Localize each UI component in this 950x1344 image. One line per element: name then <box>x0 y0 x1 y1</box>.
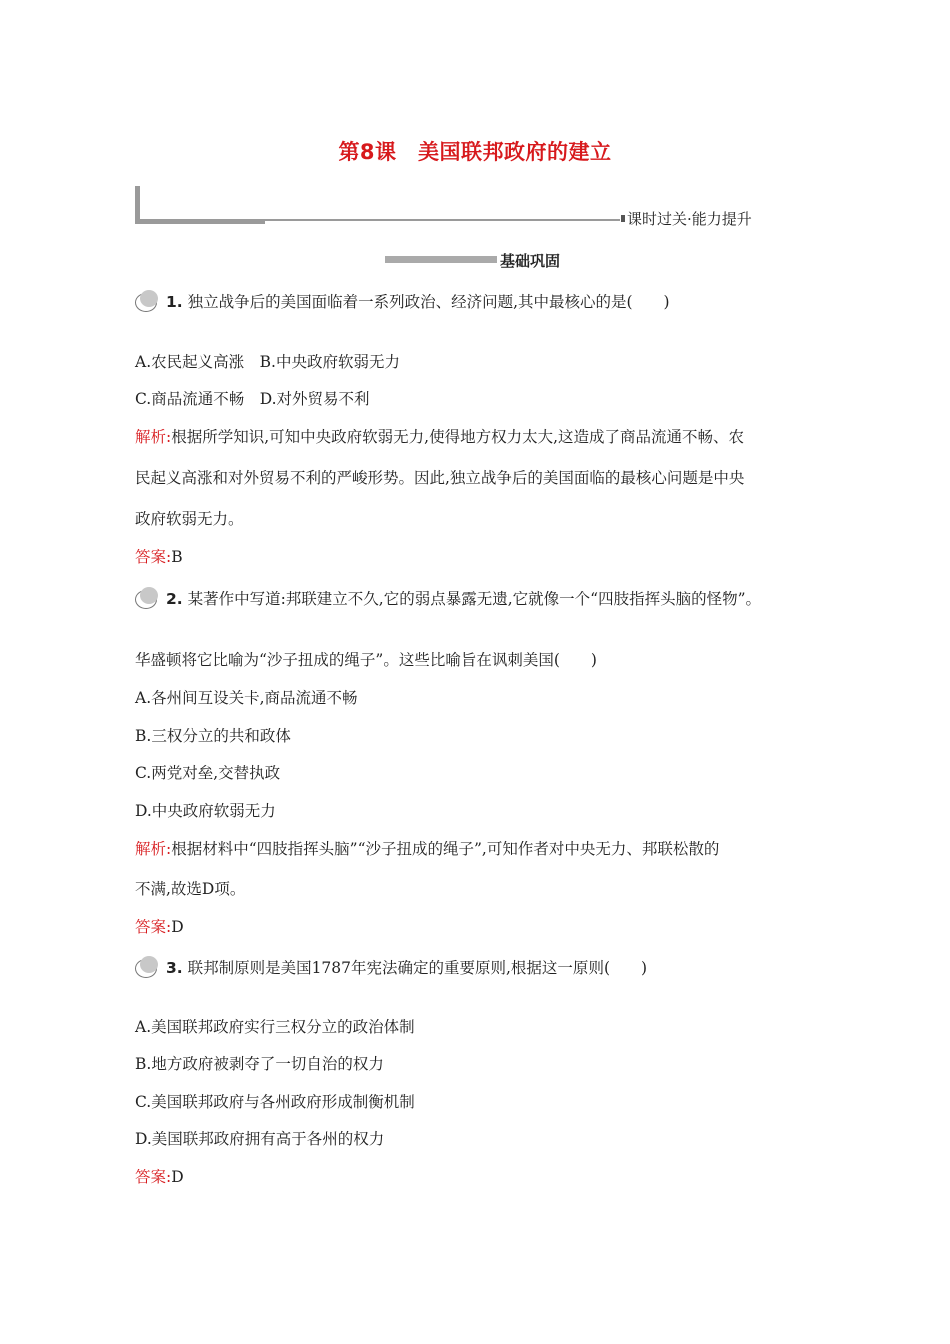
question-number: 3. <box>165 959 183 977</box>
question-2-stem <box>135 587 761 609</box>
option-d: D.美国联邦政府拥有高于各州的权力 <box>135 1130 385 1148</box>
question-text-continued: 华盛顿将它比喻为“沙子扭成的绳子”。这些比喻旨在讽刺美国( ) <box>135 651 597 669</box>
question-badge-icon <box>135 290 161 310</box>
section-label: 基础巩固 <box>500 252 561 270</box>
question-1-stem <box>135 290 670 312</box>
section-banner <box>135 186 752 228</box>
section-bar <box>385 256 497 263</box>
question-text: 联邦制原则是美国1787年宪法确定的重要原则,根据这一原则( ) <box>187 959 648 977</box>
page-title: 第8课 美国联邦政府的建立 <box>338 140 612 164</box>
answer-value: D <box>171 918 184 936</box>
question-text: 某著作中写道:邦联建立不久,它的弱点暴露无遗,它就像一个“四肢指挥头脑的怪物”。 <box>187 590 761 608</box>
banner-label: 课时过关·能力提升 <box>627 210 752 228</box>
answer-line <box>135 915 184 937</box>
analysis-line <box>135 837 719 859</box>
option-c: C.两党对垒,交替执政 <box>135 764 281 782</box>
analysis-line <box>135 425 744 447</box>
option-a: A.各州间互设关卡,商品流通不畅 <box>135 689 358 707</box>
banner-thin-rule <box>265 219 620 221</box>
question-badge-icon <box>135 587 161 607</box>
question-number: 2. <box>165 590 183 608</box>
banner-thick-rule <box>135 219 265 224</box>
answer-label: 答案: <box>135 918 172 936</box>
option-a: A.美国联邦政府实行三权分立的政治体制 <box>135 1018 415 1036</box>
question-badge-icon <box>135 956 161 976</box>
analysis-line: 不满,故选D项。 <box>135 880 246 898</box>
answer-value: B <box>171 548 183 566</box>
analysis-line: 民起义高涨和对外贸易不利的严峻形势。因此,独立战争后的美国面临的最核心问题是中央 <box>135 469 745 487</box>
option-line: A.农民起义高涨 B.中央政府软弱无力 <box>135 353 400 371</box>
answer-line <box>135 545 183 567</box>
option-line: C.商品流通不畅 D.对外贸易不利 <box>135 390 370 408</box>
question-number: 1. <box>165 293 183 311</box>
section-header <box>385 250 685 270</box>
option-b: B.地方政府被剥夺了一切自治的权力 <box>135 1055 384 1073</box>
analysis-text: 根据材料中“四肢指挥头脑”“沙子扭成的绳子”,可知作者对中央无力、邦联松散的 <box>171 840 720 858</box>
question-text: 独立战争后的美国面临着一系列政治、经济问题,其中最核心的是( ) <box>187 293 670 311</box>
option-d: D.中央政府软弱无力 <box>135 802 276 820</box>
analysis-label: 解析: <box>135 840 172 858</box>
banner-square-marker <box>621 215 625 222</box>
answer-value: D <box>171 1168 184 1186</box>
answer-line <box>135 1165 184 1187</box>
answer-label: 答案: <box>135 1168 172 1186</box>
analysis-text: 根据所学知识,可知中央政府软弱无力,使得地方权力太大,这造成了商品流通不畅、农 <box>171 428 745 446</box>
answer-label: 答案: <box>135 548 172 566</box>
option-b: B.三权分立的共和政体 <box>135 727 291 745</box>
option-c: C.美国联邦政府与各州政府形成制衡机制 <box>135 1093 415 1111</box>
question-3-stem <box>135 956 647 978</box>
analysis-label: 解析: <box>135 428 172 446</box>
analysis-line: 政府软弱无力。 <box>135 510 244 528</box>
